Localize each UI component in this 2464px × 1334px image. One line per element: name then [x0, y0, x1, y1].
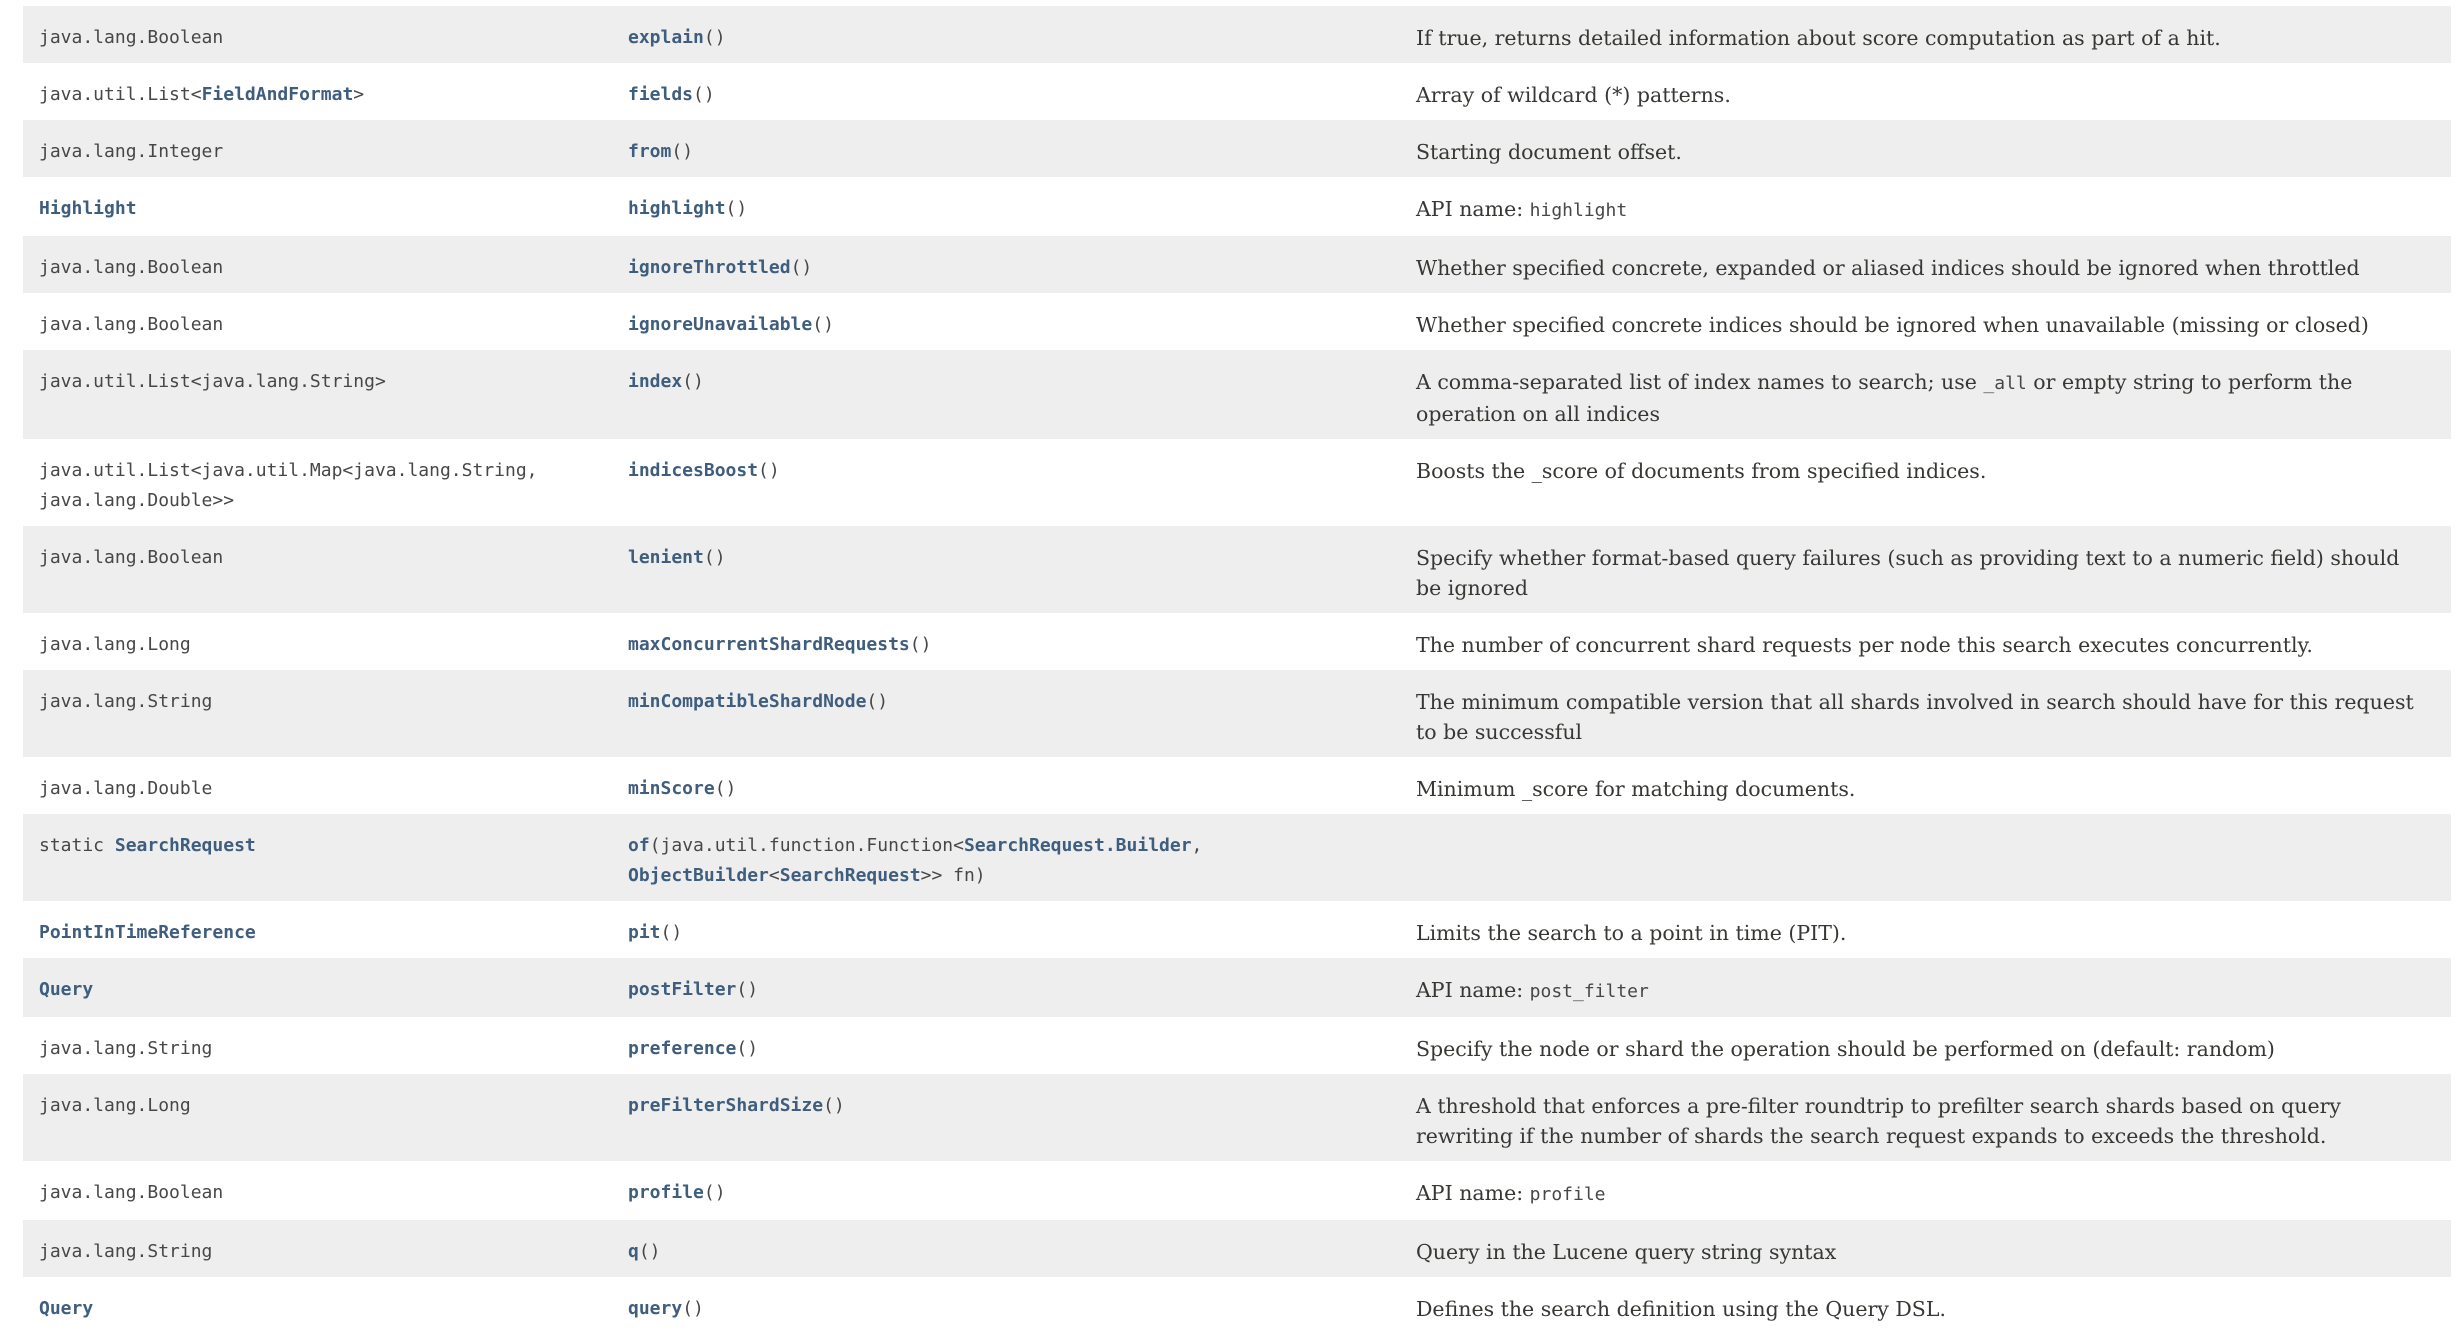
method-name-link[interactable]: index — [628, 371, 683, 392]
table-row — [23, 1220, 2451, 1277]
return-type-link[interactable]: Query — [39, 979, 94, 1000]
method-params: () — [703, 1182, 726, 1203]
method-name-link[interactable]: of — [628, 835, 650, 856]
table-row — [23, 757, 2451, 814]
table-row — [23, 958, 2451, 1017]
method-cell — [628, 901, 1416, 958]
description-text: Specify whether format-based query failures (such as providing text to a numeric field) should be ignored — [1416, 546, 2400, 600]
table-row — [23, 670, 2451, 757]
description-text: or empty string to perform the operation on all indices — [1416, 370, 2353, 426]
description-cell — [1416, 120, 2451, 177]
description-text: API name: — [1416, 978, 1530, 1002]
description-cell — [1416, 439, 2451, 526]
method-params: () — [758, 460, 780, 481]
method-cell — [628, 1074, 1416, 1161]
description-text: Specify the node or shard the operation should be performed on (default: random) — [1416, 1037, 2275, 1061]
return-type-text: java.lang.String — [39, 1038, 213, 1059]
method-cell — [628, 1220, 1416, 1277]
description-cell — [1416, 613, 2451, 670]
description-cell — [1416, 526, 2451, 613]
return-type-cell — [23, 1017, 628, 1074]
table-row — [23, 1074, 2451, 1161]
method-name-link[interactable]: minCompatibleShardNode — [628, 691, 867, 712]
return-type-cell — [23, 350, 628, 439]
return-type-cell — [23, 120, 628, 177]
method-name-link[interactable]: minScore — [628, 778, 715, 799]
description-cell — [1416, 814, 2451, 901]
return-type-cell — [23, 670, 628, 757]
return-type-text: java.util.List<java.lang.String> — [39, 371, 386, 392]
method-params: () — [909, 634, 932, 655]
description-text: API name: — [1416, 1181, 1530, 1205]
return-type-text: java.lang.Boolean — [39, 314, 224, 335]
return-type-cell — [23, 1277, 628, 1334]
description-text: Array of wildcard (*) patterns. — [1416, 83, 1731, 107]
method-params: () — [671, 141, 694, 162]
return-type-cell — [23, 439, 628, 526]
param-text: < — [768, 865, 780, 886]
method-params: () — [866, 691, 889, 712]
table-row — [23, 526, 2451, 613]
param-text: (java.util.function.Function< — [649, 835, 964, 856]
return-type-link[interactable]: Highlight — [39, 198, 137, 219]
return-type-cell — [23, 1220, 628, 1277]
return-type-text: > — [353, 84, 365, 105]
description-cell — [1416, 1017, 2451, 1074]
method-name-link[interactable]: ignoreThrottled — [628, 257, 791, 278]
method-cell — [628, 613, 1416, 670]
param-type-link[interactable]: SearchRequest — [779, 865, 921, 886]
return-type-text: java.lang.Boolean — [39, 257, 224, 278]
method-name-link[interactable]: fields — [628, 84, 694, 105]
return-type-cell — [23, 613, 628, 670]
method-name-link[interactable]: highlight — [628, 198, 726, 219]
code-token: highlight — [1529, 200, 1628, 221]
description-cell — [1416, 63, 2451, 120]
method-params: () — [725, 198, 748, 219]
table-row — [23, 293, 2451, 350]
description-text: A comma-separated list of index names to search; use — [1416, 370, 1984, 394]
description-text: A threshold that enforces a pre-filter roundtrip to prefilter search shards based on query rewriting if the number of shards the search request expands to exceeds the threshold. — [1416, 1094, 2342, 1148]
return-type-link[interactable]: SearchRequest — [114, 835, 256, 856]
return-type-cell — [23, 901, 628, 958]
method-params: () — [703, 547, 726, 568]
method-cell — [628, 6, 1416, 63]
method-params: () — [736, 1038, 759, 1059]
table-row — [23, 236, 2451, 293]
table-row — [23, 814, 2451, 901]
method-cell — [628, 63, 1416, 120]
method-name-link[interactable]: q — [628, 1241, 639, 1262]
method-name-link[interactable]: maxConcurrentShardRequests — [628, 634, 910, 655]
description-text: Limits the search to a point in time (PIT). — [1416, 921, 1847, 945]
table-row — [23, 63, 2451, 120]
return-type-text: java.lang.String — [39, 1241, 213, 1262]
description-cell — [1416, 350, 2451, 439]
method-name-link[interactable]: query — [628, 1298, 683, 1319]
code-token: profile — [1529, 1184, 1606, 1205]
method-params: () — [736, 979, 759, 1000]
description-text: Defines the search definition using the Query DSL. — [1416, 1297, 1946, 1321]
method-name-link[interactable]: ignoreUnavailable — [628, 314, 813, 335]
method-cell — [628, 350, 1416, 439]
description-cell — [1416, 1161, 2451, 1220]
description-cell — [1416, 1277, 2451, 1334]
method-cell — [628, 120, 1416, 177]
description-text: The number of concurrent shard requests per node this search executes concurrently. — [1416, 633, 2313, 657]
method-name-link[interactable]: preference — [628, 1038, 737, 1059]
param-text: , — [1191, 835, 1203, 856]
method-cell — [628, 439, 1416, 526]
description-cell — [1416, 757, 2451, 814]
method-cell — [628, 526, 1416, 613]
table-row — [23, 120, 2451, 177]
description-text: Starting document offset. — [1416, 140, 1682, 164]
method-cell — [628, 236, 1416, 293]
method-cell — [628, 958, 1416, 1017]
method-name-link[interactable]: preFilterShardSize — [628, 1095, 824, 1116]
return-type-cell — [23, 1161, 628, 1220]
return-type-cell — [23, 814, 628, 901]
method-name-link[interactable]: lenient — [628, 547, 704, 568]
return-type-text: java.lang.Boolean — [39, 547, 224, 568]
table-row — [23, 350, 2451, 439]
return-type-text: java.lang.String — [39, 691, 213, 712]
method-name-link[interactable]: profile — [628, 1182, 704, 1203]
param-text: >> fn) — [920, 865, 986, 886]
table-row — [23, 901, 2451, 958]
method-params: () — [638, 1241, 661, 1262]
table-row — [23, 1161, 2451, 1220]
description-cell — [1416, 901, 2451, 958]
description-text: Query in the Lucene query string syntax — [1416, 1240, 1837, 1264]
method-params: () — [693, 84, 715, 105]
table-row — [23, 177, 2451, 236]
method-cell — [628, 670, 1416, 757]
return-type-text: java.lang.Integer — [39, 141, 224, 162]
description-text: The minimum compatible version that all shards involved in search should have for this request to be successful — [1416, 690, 2414, 744]
return-type-cell — [23, 6, 628, 63]
method-params: () — [682, 371, 704, 392]
return-type-text: static — [39, 835, 115, 856]
code-token: _all — [1983, 373, 2027, 394]
method-name-link[interactable]: from — [628, 141, 672, 162]
table-row — [23, 6, 2451, 63]
return-type-link[interactable]: Query — [39, 1298, 94, 1319]
return-type-link[interactable]: FieldAndFormat — [201, 84, 354, 105]
return-type-cell — [23, 526, 628, 613]
param-type-link[interactable]: ObjectBuilder — [628, 865, 769, 886]
method-params: () — [682, 1298, 704, 1319]
method-params: () — [812, 314, 834, 335]
method-cell — [628, 177, 1416, 236]
method-params: () — [790, 257, 813, 278]
return-type-link[interactable]: PointInTimeReference — [39, 922, 256, 943]
description-cell — [1416, 958, 2451, 1017]
method-params: () — [660, 922, 683, 943]
description-cell — [1416, 293, 2451, 350]
method-name-link[interactable]: postFilter — [628, 979, 737, 1000]
table-row — [23, 1277, 2451, 1334]
code-token: post_filter — [1529, 981, 1649, 1002]
method-name-link[interactable]: explain — [628, 27, 704, 48]
description-text: Minimum _score for matching documents. — [1416, 777, 1856, 801]
method-cell — [628, 1277, 1416, 1334]
description-text: Whether specified concrete indices should be ignored when unavailable (missing or closed) — [1416, 313, 2369, 337]
method-summary-table — [23, 6, 2451, 1321]
description-cell — [1416, 670, 2451, 757]
return-type-text: java.util.List<java.util.Map<java.lang.String, java.lang.Double>> — [39, 460, 538, 511]
description-cell — [1416, 177, 2451, 236]
return-type-cell — [23, 236, 628, 293]
method-cell — [628, 1017, 1416, 1074]
description-cell — [1416, 236, 2451, 293]
method-params: () — [823, 1095, 845, 1116]
return-type-text: java.lang.Long — [39, 1095, 191, 1116]
return-type-text: java.lang.Double — [39, 778, 213, 799]
return-type-text: java.lang.Boolean — [39, 1182, 224, 1203]
description-text: Whether specified concrete, expanded or aliased indices should be ignored when throttled — [1416, 256, 2360, 280]
description-cell — [1416, 6, 2451, 63]
description-text: API name: — [1416, 197, 1530, 221]
return-type-cell — [23, 63, 628, 120]
description-text: Boosts the _score of documents from specified indices. — [1416, 459, 1987, 483]
method-name-link[interactable]: pit — [628, 922, 661, 943]
return-type-text: java.lang.Long — [39, 634, 191, 655]
return-type-cell — [23, 293, 628, 350]
table-row — [23, 1017, 2451, 1074]
table-row — [23, 439, 2451, 526]
description-cell — [1416, 1220, 2451, 1277]
description-text: If true, returns detailed information about score computation as part of a hit. — [1416, 26, 2221, 50]
method-cell — [628, 293, 1416, 350]
method-params: () — [714, 778, 737, 799]
method-cell — [628, 814, 1416, 901]
description-cell — [1416, 1074, 2451, 1161]
return-type-cell — [23, 1074, 628, 1161]
return-type-cell — [23, 958, 628, 1017]
return-type-text: java.lang.Boolean — [39, 27, 224, 48]
method-name-link[interactable]: indicesBoost — [628, 460, 759, 481]
method-cell — [628, 757, 1416, 814]
table-row — [23, 613, 2451, 670]
param-type-link[interactable]: SearchRequest.Builder — [963, 835, 1192, 856]
return-type-cell — [23, 757, 628, 814]
return-type-cell — [23, 177, 628, 236]
method-params: () — [703, 27, 726, 48]
method-cell — [628, 1161, 1416, 1220]
return-type-text: java.util.List< — [39, 84, 202, 105]
